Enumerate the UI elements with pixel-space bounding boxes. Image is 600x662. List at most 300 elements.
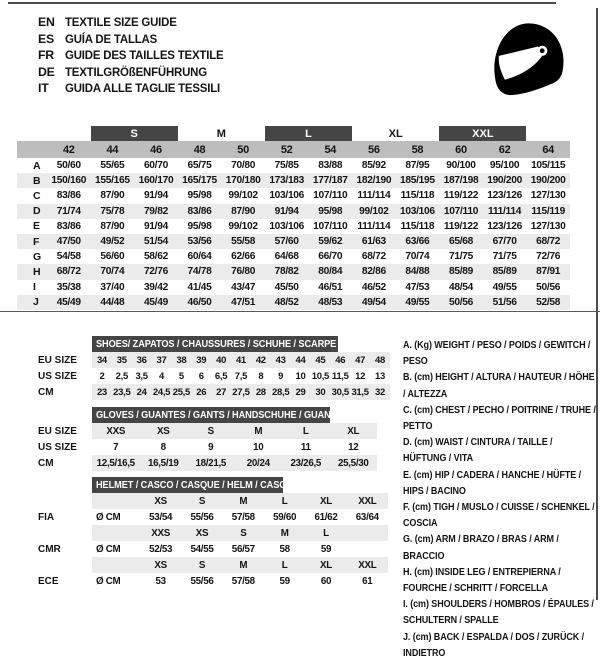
size-value: 78/82 (274, 266, 299, 278)
value-cell: 23 (96, 386, 107, 398)
size-value: 47/53 (405, 281, 430, 293)
size-value: 83/88 (318, 160, 343, 172)
helmet-table-rows (38, 493, 390, 589)
size-value: 95/100 (489, 160, 520, 172)
standard-label: CMR (38, 543, 61, 555)
size-number-row (17, 141, 570, 158)
legend-item: J. (cm) BACK / ESPALDA / DOS / ZURÜCK / INDIETRO (403, 631, 585, 659)
size-value: 123/126 (487, 190, 522, 202)
size-value: 48/54 (448, 281, 473, 293)
size-label: XL (320, 495, 332, 507)
helmet-value-row (38, 541, 390, 557)
size-value: 35/38 (56, 281, 81, 293)
size-value: 107/110 (313, 220, 348, 232)
language-row (38, 47, 235, 64)
column-header: 60 (455, 143, 467, 156)
size-value: 65/75 (187, 160, 212, 172)
size-value: 43/47 (231, 281, 256, 293)
helmet-size-row (38, 493, 390, 509)
size-value: 187/198 (443, 175, 479, 187)
row-values (92, 384, 390, 400)
row-key: H (33, 265, 41, 278)
standard-label: FIA (38, 511, 55, 523)
value-cell: 27,5 (232, 386, 250, 398)
size-value: 49/55 (405, 296, 430, 308)
value-cell: XL (347, 425, 360, 437)
size-value: 111/114 (357, 220, 391, 232)
size-value: 60/64 (187, 251, 212, 263)
value-cell: 6 (198, 370, 204, 382)
helmet-table (38, 477, 390, 589)
helmet-value-row (38, 573, 390, 589)
table-row (38, 368, 390, 384)
value-cell: 3,5 (135, 370, 148, 382)
value-cell (347, 541, 388, 557)
gloves-table (38, 407, 390, 471)
size-value: 68/72 (536, 236, 561, 248)
size-value: 105/115 (531, 160, 566, 172)
helmet-table-header (92, 477, 293, 493)
measurement-row (17, 234, 570, 249)
shoes-table-title: SHOES/ ZAPATOS / CHAUSSURES / SCHUHE / SCARPE (96, 338, 337, 350)
size-value: 119/122 (443, 190, 479, 202)
row-key: G (33, 250, 42, 263)
row-values (92, 541, 388, 557)
value-cell: 31,5 (351, 386, 369, 398)
size-value: 87/91 (536, 266, 561, 278)
language-code: DE (38, 64, 55, 79)
value-cell: 18/21,5 (195, 457, 227, 469)
row-key: F (33, 235, 40, 248)
value-cell: 57/58 (231, 575, 255, 587)
column-header: 52 (280, 143, 293, 156)
measurement-legend (403, 338, 597, 662)
size-label: L (281, 559, 288, 571)
value-cell: 59/60 (273, 511, 297, 523)
measurement-row (17, 173, 570, 188)
language-list (38, 14, 235, 97)
size-label: XL (320, 559, 332, 571)
size-value: 70/74 (100, 266, 125, 278)
value-cell: 9 (208, 441, 214, 453)
value-cell: XS (157, 425, 170, 437)
size-value: 65/68 (448, 236, 473, 248)
value-cell: 30,5 (331, 386, 349, 398)
size-value: 182/190 (356, 175, 392, 187)
value-cell: 37 (156, 354, 167, 366)
size-value: 127/130 (530, 220, 566, 232)
legend-item: F. (cm) TIGH / MUSLO / CUISSE / SCHENKEL / COSCIA (403, 502, 595, 530)
size-value: 76/80 (231, 266, 256, 278)
row-values (92, 509, 388, 525)
legend-item: C. (cm) CHEST / PECHO / POITRINE / TRUHE / PETTO (403, 404, 596, 433)
value-cell: 10 (295, 370, 306, 382)
size-value: 165/175 (182, 175, 217, 187)
size-value: 67/70 (492, 236, 517, 248)
unit-label: Ø CM (96, 511, 121, 523)
size-value: 55/58 (231, 236, 256, 248)
size-value: 64/68 (274, 251, 299, 263)
size-value: 68/72 (56, 266, 81, 278)
size-value: 55/65 (100, 160, 125, 172)
value-cell: 32 (374, 386, 385, 398)
language-code: FR (38, 48, 54, 63)
band-leading-edge (47, 126, 91, 141)
column-header: 48 (193, 143, 206, 156)
value-cell: 54/55 (190, 543, 214, 555)
value-cell: 2,5 (115, 370, 128, 382)
size-label: XXS (151, 527, 171, 539)
size-value: 51/56 (492, 296, 517, 308)
value-cell: 24,5 (152, 386, 171, 398)
size-value: 103/106 (269, 220, 305, 232)
value-cell: 59 (320, 543, 332, 555)
column-header: 54 (324, 143, 337, 156)
size-band-row (17, 126, 570, 141)
value-cell: 25,5/30 (337, 457, 369, 469)
size-value: 111/114 (357, 190, 391, 202)
language-code: IT (38, 81, 49, 96)
value-cell: 10,5 (311, 370, 330, 382)
size-label: XXL (358, 495, 377, 507)
value-cell: 55/56 (190, 575, 214, 587)
legend-item: H. (cm) INSIDE LEG / ENTREPIERNA / FOURCHE / SCHRITT / FORCELLA (403, 566, 561, 595)
value-cell: 38 (176, 354, 187, 366)
size-value: 71/75 (448, 251, 473, 263)
unit-label: Ø CM (96, 575, 121, 587)
frame-border-top (8, 2, 556, 4)
value-cell: 11,5 (331, 370, 349, 382)
language-title: GUIDA ALLE TAGLIE TESSILI (65, 81, 221, 96)
size-label: S (198, 495, 206, 507)
value-cell: 47 (355, 354, 366, 366)
row-key: E (33, 220, 41, 233)
size-value: 48/53 (318, 296, 343, 308)
value-cell: S (207, 425, 214, 437)
size-value: 45/50 (274, 281, 299, 293)
size-value: 87/90 (100, 220, 125, 232)
column-header: 44 (106, 143, 119, 156)
size-value: 47/50 (56, 236, 81, 248)
size-label: XXL (358, 559, 377, 571)
measurement-row (17, 219, 570, 234)
size-value: 70/74 (405, 251, 430, 263)
gloves-table-rows (38, 423, 390, 471)
row-key: A (33, 159, 41, 172)
size-value: 99/102 (359, 205, 389, 217)
size-label: M (239, 495, 248, 507)
value-cell: 12,5/16,5 (96, 457, 135, 469)
size-value: 66/70 (318, 251, 343, 263)
size-label: XS (154, 559, 167, 571)
value-cell: 10 (253, 441, 264, 453)
measurement-row (17, 295, 570, 310)
size-value: 57/60 (274, 236, 299, 248)
measurement-row (17, 280, 570, 295)
row-label: CM (38, 457, 54, 469)
value-cell: 56/57 (231, 543, 255, 555)
size-value: 80/84 (318, 266, 343, 278)
measurement-row (17, 249, 570, 264)
language-row (38, 31, 235, 48)
size-value: 49/54 (361, 296, 386, 308)
value-cell: 59 (279, 575, 290, 587)
size-band-xl: XL (388, 127, 403, 140)
value-cell: 55/56 (190, 511, 214, 523)
column-header: 50 (237, 143, 249, 156)
column-header: 56 (368, 143, 380, 156)
size-value: 83/86 (187, 205, 212, 217)
helmet-size-row (38, 557, 390, 573)
value-cell: 5 (178, 370, 184, 382)
size-value: 160/170 (138, 175, 174, 187)
value-cell: 58 (279, 543, 290, 555)
value-cell: 61 (362, 575, 373, 587)
size-label: XS (154, 495, 167, 507)
band-trailing-edge (526, 126, 570, 141)
shoes-table (38, 336, 390, 400)
value-cell: 28 (255, 386, 266, 398)
size-value: 46/52 (361, 281, 386, 293)
size-value: 59/62 (318, 236, 343, 248)
helmet-table-title: HELMET / CASCO / CASQUE / HELM / CASCO (96, 479, 293, 491)
unit-spacer (92, 493, 140, 509)
value-cell: 7 (113, 441, 119, 453)
language-title: GUIDE DES TAILLES TEXTILE (65, 48, 224, 63)
size-value: 123/126 (487, 220, 522, 232)
value-cell: 27 (216, 386, 227, 398)
shoes-table-header (92, 336, 338, 352)
value-cell: 25,5 (172, 386, 191, 398)
measurement-row (17, 204, 570, 219)
corner-cell (17, 141, 47, 158)
unit-spacer (92, 525, 140, 541)
size-value: 185/195 (400, 175, 435, 187)
value-cell: 52/53 (149, 543, 173, 555)
size-value: 72/76 (143, 266, 168, 278)
size-label: XS (195, 527, 209, 539)
size-value: 83/86 (56, 220, 81, 232)
legend-item: A. (Kg) WEIGHT / PESO / POIDS / GEWITCH / PESO (403, 340, 591, 368)
value-cell: 42 (255, 354, 266, 366)
row-values (92, 455, 377, 471)
size-label (347, 525, 388, 541)
size-value: 155/165 (95, 175, 130, 187)
size-label: L (323, 527, 329, 539)
value-cell: 46 (335, 354, 346, 366)
size-value: 63/66 (405, 236, 430, 248)
shoes-table-rows (38, 352, 390, 400)
value-cell: 43 (275, 354, 286, 366)
column-header: 64 (542, 143, 554, 156)
size-value: 111/114 (488, 205, 522, 217)
row-key: B (33, 174, 41, 187)
value-cell: 45 (315, 354, 326, 366)
size-value: 37/40 (100, 281, 125, 293)
row-label-spacer (38, 525, 92, 541)
table-row (38, 352, 390, 368)
size-band-l: L (265, 126, 352, 141)
language-row (38, 64, 235, 81)
table-row (38, 384, 390, 400)
value-cell: 4 (159, 370, 164, 382)
size-value: 52/58 (536, 296, 561, 308)
language-code: ES (38, 31, 55, 46)
legend-item: B. (cm) HEIGHT / ALTURA / HAUTEUR / HÖHE / ALTEZZA (403, 372, 595, 400)
size-value: 95/98 (318, 205, 343, 217)
value-cell: 7,5 (234, 370, 248, 382)
measurement-row (17, 188, 570, 203)
value-cell: 53/54 (149, 511, 173, 523)
gloves-table-header (92, 407, 339, 423)
size-value: 119/122 (443, 220, 479, 232)
band-letter-spacer (17, 126, 47, 141)
language-row (38, 14, 235, 31)
size-value: 170/180 (225, 175, 261, 187)
row-values (92, 573, 388, 589)
size-value: 70/80 (231, 160, 256, 172)
column-header: 62 (498, 143, 511, 156)
size-value: 95/98 (187, 220, 212, 232)
column-header: 46 (150, 143, 162, 156)
value-cell: 2 (99, 370, 105, 382)
legend-item: I. (cm) SHOULDERS / HOMBROS / ÉPAULES / SCHULTERN / SPALLE (403, 599, 594, 627)
value-cell: 23/26,5 (290, 457, 322, 469)
helmet-size-row (38, 525, 390, 541)
row-values (92, 557, 388, 573)
size-value: 115/118 (400, 190, 435, 202)
size-value: 87/95 (405, 160, 430, 172)
size-label: M (280, 527, 289, 539)
size-value: 53/56 (187, 236, 212, 248)
size-value: 177/187 (312, 175, 348, 187)
size-value: 91/94 (143, 220, 168, 232)
size-value: 45/49 (143, 296, 168, 308)
unit-label: Ø CM (96, 543, 121, 555)
size-value: 45/49 (56, 296, 81, 308)
value-cell: 24 (136, 386, 147, 398)
standard-label: ECE (38, 575, 59, 587)
table-row (38, 455, 390, 471)
size-value: 87/90 (100, 190, 125, 202)
legend-item: E. (cm) HIP / CADERA / HANCHE / HÜFTE / HIPS / BACINO (403, 469, 582, 497)
size-value: 85/92 (361, 160, 386, 172)
size-value: 82/86 (361, 266, 386, 278)
size-label: M (239, 559, 248, 571)
row-key: C (33, 189, 41, 202)
column-header: 42 (62, 143, 75, 156)
value-cell: 41 (235, 354, 246, 366)
size-value: 68/72 (361, 251, 386, 263)
size-value: 49/52 (100, 236, 125, 248)
size-value: 107/110 (313, 190, 348, 202)
table-row (38, 423, 390, 439)
value-cell: 30 (315, 386, 326, 398)
size-value: 50/60 (56, 160, 81, 172)
size-value: 190/200 (530, 175, 566, 187)
size-value: 103/106 (400, 205, 435, 217)
value-cell: 63/64 (355, 511, 379, 523)
legend-item: D. (cm) WAIST / CINTURA / TAILLE / HÜFTUNG / VITA (403, 437, 553, 465)
size-value: 87/90 (231, 205, 256, 217)
size-value: 46/50 (187, 296, 212, 308)
size-value: 71/75 (492, 251, 517, 263)
unit-spacer (92, 557, 140, 573)
value-cell: 44 (295, 354, 306, 366)
row-key: D (33, 205, 41, 218)
value-cell: 6,5 (214, 370, 228, 382)
value-cell: 20/24 (246, 457, 270, 469)
measurement-row (17, 264, 570, 279)
size-value: 58/62 (143, 251, 168, 263)
size-value: 50/56 (536, 281, 561, 293)
row-values (92, 493, 388, 509)
size-value: 49/55 (492, 281, 517, 293)
size-value: 99/102 (228, 220, 258, 232)
size-value: 71/74 (56, 205, 81, 217)
column-header: 58 (411, 143, 424, 156)
value-cell: 11 (300, 441, 311, 453)
value-cell: 28,5 (272, 386, 290, 398)
size-value: 190/200 (487, 175, 522, 187)
size-value: 103/106 (269, 190, 305, 202)
size-band-xxl: XXL (439, 126, 526, 141)
value-cell: 16,5/19 (147, 457, 179, 469)
section-divider-line (0, 311, 600, 312)
table-row (38, 439, 390, 455)
row-label-spacer (38, 493, 92, 509)
value-cell: 35 (116, 354, 127, 366)
size-value: 54/58 (56, 251, 81, 263)
size-value: 85/89 (492, 266, 517, 278)
size-value: 47/51 (231, 296, 256, 308)
language-title: TEXTILE SIZE GUIDE (65, 15, 177, 30)
size-value: 85/89 (448, 266, 473, 278)
value-cell: M (254, 425, 263, 437)
value-cell: XXS (106, 425, 126, 437)
size-value: 61/63 (361, 236, 386, 248)
value-cell: 9 (278, 370, 284, 382)
value-cell: 8 (258, 370, 264, 382)
value-cell: 40 (216, 354, 227, 366)
size-value: 72/76 (536, 251, 561, 263)
value-cell: 34 (96, 354, 107, 366)
value-cell: 13 (374, 370, 385, 382)
size-value: 84/88 (405, 266, 430, 278)
legend-item: G. (cm) ARM / BRAZO / BRAS / ARM / BRACCIO (403, 534, 559, 562)
size-value: 44/48 (100, 296, 125, 308)
size-label: S (198, 559, 206, 571)
size-value: 127/130 (530, 190, 566, 202)
value-cell: 36 (136, 354, 147, 366)
size-value: 99/102 (228, 190, 258, 202)
size-value: 95/98 (187, 190, 212, 202)
size-value: 150/160 (51, 175, 87, 187)
textile-table-body (17, 158, 570, 310)
value-cell: 48 (374, 354, 385, 366)
helmet-value-row (38, 509, 390, 525)
size-value: 60/70 (143, 160, 168, 172)
size-value: 56/60 (100, 251, 125, 263)
value-cell: 26 (196, 386, 207, 398)
value-cell: 60 (320, 575, 332, 587)
value-cell: 61/62 (314, 511, 338, 523)
row-values (92, 368, 390, 384)
size-value: 46/51 (318, 281, 343, 293)
textile-size-table (17, 126, 570, 310)
value-cell: 53 (155, 575, 166, 587)
racing-helmet-icon (487, 16, 572, 106)
